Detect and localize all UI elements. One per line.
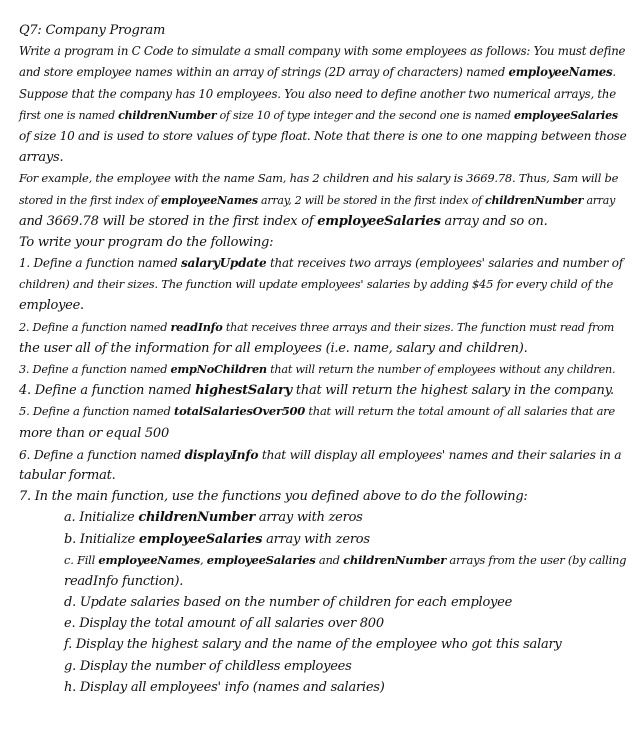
identifier-text: highestSalary [195, 383, 292, 399]
text-segment: array [583, 193, 616, 207]
text-segment: 4. Define a function named [19, 383, 196, 399]
text-segment: a. Initialize [64, 510, 139, 526]
text-segment: and [315, 552, 344, 567]
text-segment: first one is named [19, 108, 119, 122]
text-segment: 3. Define a function named [19, 363, 171, 376]
text-segment: readInfo function). [64, 573, 184, 589]
paragraph-line [19, 444, 625, 465]
paragraph-line [19, 317, 625, 338]
text-segment: that receives three arrays and their sizes. The function must read from [222, 320, 615, 334]
identifier-text: employeeNames [98, 552, 200, 567]
text-segment: that will return the number of employees without any children. [266, 363, 616, 376]
text-segment: employee. [19, 298, 84, 314]
text-segment: 6. Define a function named [19, 447, 185, 462]
text-segment: 2. Define a function named [19, 320, 171, 334]
paragraph-line [19, 380, 625, 401]
text-segment: arrays from the user (by calling [446, 552, 627, 567]
identifier-text: employeeNames [508, 65, 613, 80]
sub-item-line [19, 529, 625, 550]
text-segment: more than or equal 500 [19, 425, 169, 441]
sub-item-line [19, 613, 625, 634]
identifier-text: employeeNames [160, 193, 258, 207]
sub-item-line [19, 677, 625, 698]
sub-item-line [19, 634, 625, 655]
text-segment: Write a program in C Code to simulate a small company with some employees as follows: You must define [19, 44, 626, 59]
identifier-text: employeeSalaries [317, 213, 441, 229]
paragraph-line [19, 62, 625, 83]
identifier-text: childrenNumber [485, 193, 584, 207]
text-segment: b. Initialize [64, 531, 139, 547]
text-segment: of size 10 of type integer and the second one is named [216, 108, 514, 122]
paragraph-line [19, 401, 625, 422]
text-segment: g. Display the number of childless employees [64, 658, 352, 674]
identifier-text: employeeSalaries [206, 552, 316, 567]
text-segment: that will display all employees' names and their salaries in a [258, 447, 622, 462]
text-segment: the user all of the information for all employees (i.e. name, salary and children). [19, 340, 528, 356]
text-segment: and store employee names within an array of strings (2D array of characters) named [19, 65, 509, 80]
identifier-text: childrenNumber [138, 510, 256, 526]
paragraph-line [19, 84, 625, 105]
sub-item-line [19, 507, 625, 528]
text-segment: of size 10 and is used to store values of type float. Note that there is one to one mapping between those [19, 128, 627, 143]
paragraph-line [19, 126, 625, 147]
text-segment: . [612, 65, 616, 80]
sub-item-line [19, 550, 625, 571]
paragraph-line [19, 232, 625, 253]
identifier-text: employeeSalaries [513, 108, 618, 122]
identifier-text: employeeSalaries [138, 531, 263, 547]
paragraph-line [19, 338, 625, 359]
text-segment: that will return the total amount of all salaries that are [305, 404, 615, 419]
question-title [19, 20, 625, 41]
document-body [19, 20, 625, 698]
paragraph-line [19, 253, 625, 274]
identifier-text: displayInfo [184, 446, 259, 462]
sub-item-line [19, 571, 625, 592]
text-segment: c. Fill [64, 552, 99, 567]
text-segment: children) and their sizes. The function will update employees' salaries by adding $45 for every child of the [19, 277, 614, 292]
paragraph-line [19, 168, 625, 189]
text-segment: arrays. [19, 150, 64, 166]
paragraph-line [19, 274, 625, 295]
paragraph-line [19, 465, 625, 486]
sub-item-line [19, 656, 625, 677]
paragraph-line [19, 41, 625, 62]
paragraph-line [19, 295, 625, 316]
text-segment: tabular format. [19, 467, 116, 483]
text-segment: 5. Define a function named [19, 404, 175, 419]
text-segment: that receives two arrays (employees' salaries and number of [266, 256, 623, 271]
identifier-text: salaryUpdate [181, 256, 267, 271]
text-segment: 1. Define a function named [19, 256, 182, 271]
text-segment: Suppose that the company has 10 employees. You also need to define another two numerical arrays, the [19, 86, 616, 101]
identifier-text: childrenNumber [118, 108, 217, 122]
text-segment: h. Display all employees' info (names and salaries) [64, 679, 385, 695]
paragraph-line [19, 147, 625, 168]
identifier-text: totalSalariesOver500 [174, 404, 306, 419]
sub-item-line [19, 592, 625, 613]
text-segment: f. Display the highest salary and the name of the employee who got this salary [64, 637, 562, 653]
text-segment: , [199, 552, 207, 567]
text-segment: 7. In the main function, use the functions you defined above to do the following: [19, 489, 528, 505]
paragraph-line [19, 105, 625, 126]
text-segment: For example, the employee with the name Sam, has 2 children and his salary is 3669.78. Thus, Sam will be [19, 171, 619, 186]
paragraph-line [19, 211, 625, 232]
text-segment: e. Display the total amount of all salaries over 800 [64, 616, 384, 632]
identifier-text: childrenNumber [343, 552, 447, 567]
text-segment: To write your program do the following: [19, 234, 274, 250]
identifier-text: readInfo [170, 319, 223, 334]
text-segment: array with zeros [255, 510, 363, 526]
text-segment: that will return the highest salary in the company. [291, 383, 614, 399]
paragraph-line [19, 359, 625, 380]
text-segment: array and so on. [440, 213, 548, 229]
paragraph-line [19, 486, 625, 507]
paragraph-line [19, 190, 625, 211]
identifier-text: empNoChildren [170, 362, 267, 376]
text-segment: and 3669.78 will be stored in the first index of [19, 213, 318, 229]
text-segment: Q7: Company Program [19, 23, 166, 38]
paragraph-line [19, 423, 625, 444]
text-segment: array with zeros [262, 531, 370, 547]
text-segment: d. Update salaries based on the number of children for each employee [64, 595, 513, 611]
text-segment: stored in the first index of [19, 193, 161, 207]
text-segment: array, 2 will be stored in the first index of [257, 193, 486, 207]
